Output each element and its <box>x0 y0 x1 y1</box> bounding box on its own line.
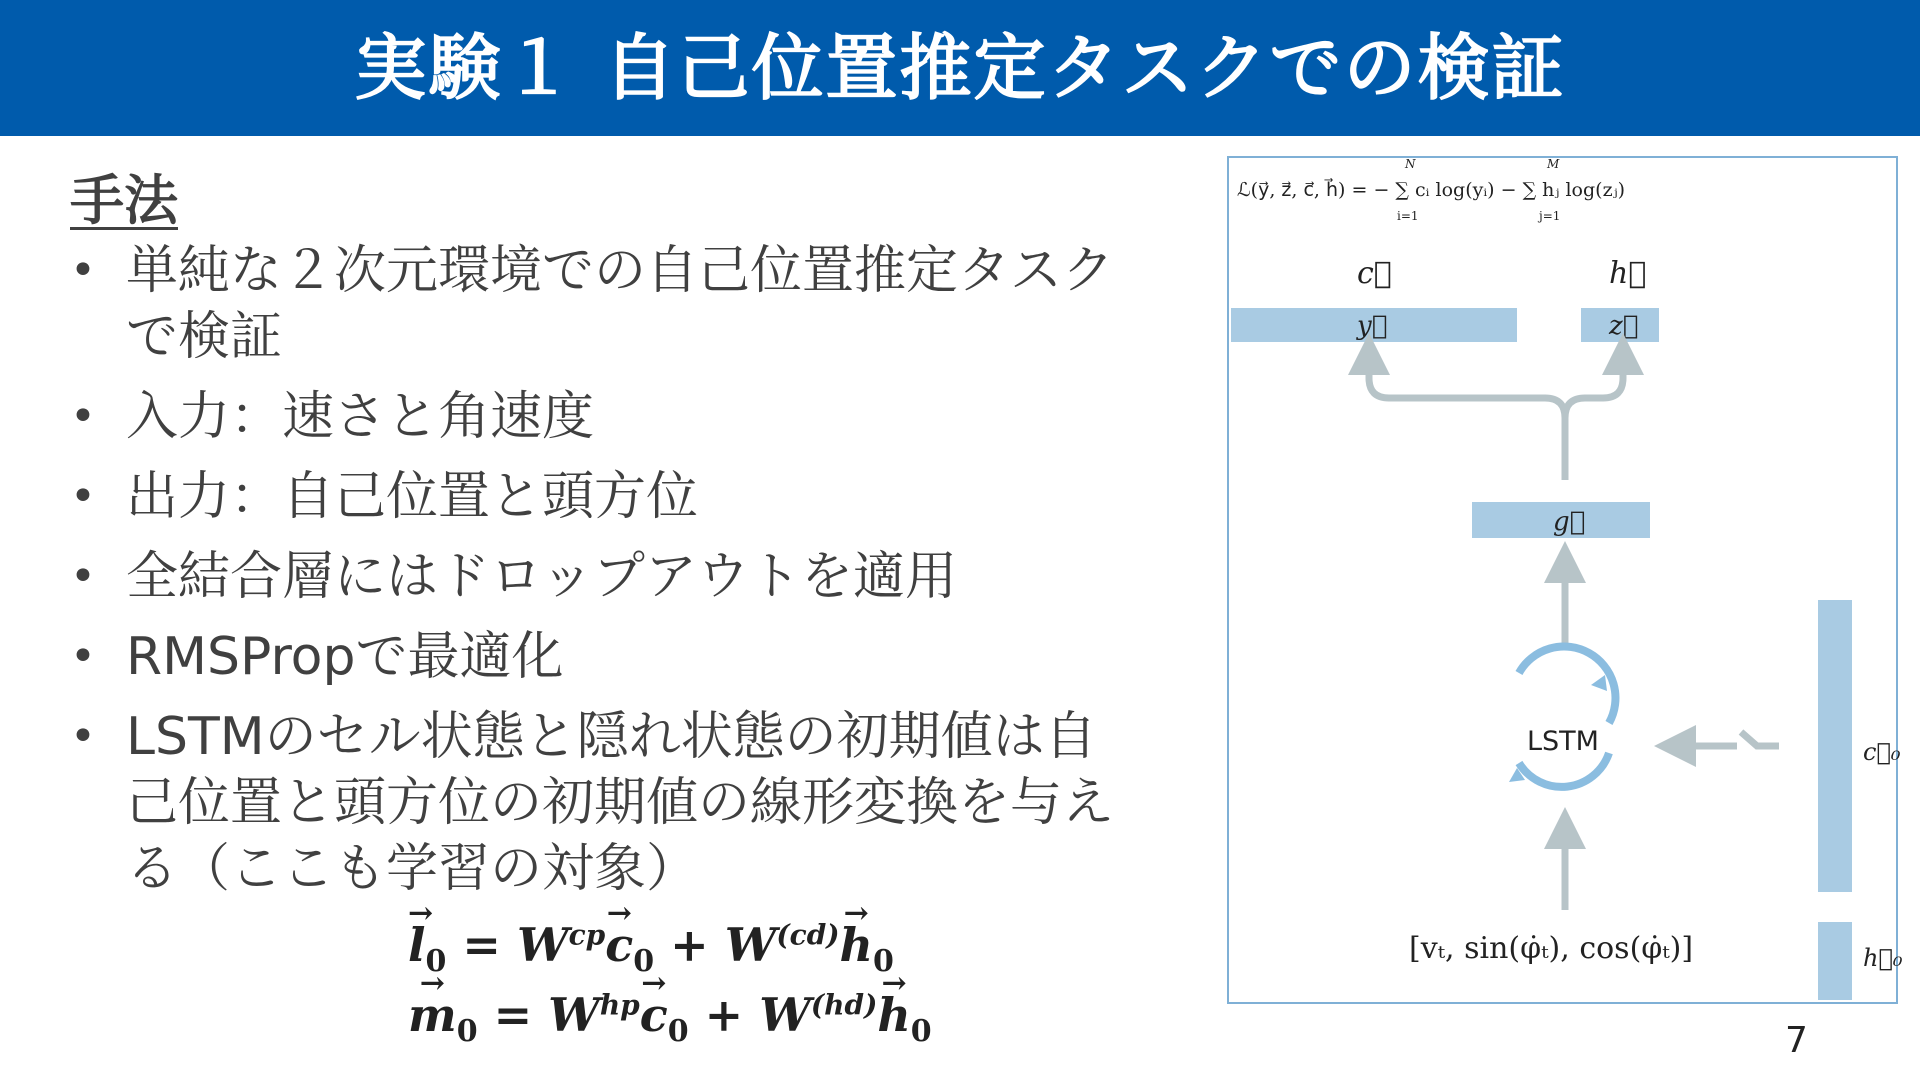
equation-m0: → $m_0 = W^{hp}\to c_0 + W^{(hd)}\to h_0$ <box>408 988 932 1049</box>
bullet-item: • 全結合層にはドロップアウトを適用 <box>70 544 1140 610</box>
network-diagram <box>1227 156 1903 1004</box>
bullet-list <box>70 238 1140 916</box>
sum1-lower: i=1 <box>1397 209 1419 223</box>
loss-formula: ℒ(y⃗, z⃗, c⃗, h⃗) = − ∑ cᵢ log(yᵢ) − ∑ hⱼ log(zⱼ) <box>1237 179 1626 201</box>
lstm-loop-bottom <box>1519 753 1609 787</box>
lstm-label: LSTM <box>1527 726 1599 757</box>
sum1-upper: N <box>1405 157 1416 171</box>
init-layer-h0 <box>1818 922 1852 1000</box>
arrow-g-to-y <box>1369 354 1565 480</box>
network-diagram-svg <box>1229 157 1903 1002</box>
target-c-label: c⃗ <box>1357 256 1392 291</box>
section-heading: 手法 <box>70 169 178 232</box>
bullet-item: • 出力：自己位置と頭方位 <box>70 464 1140 530</box>
input-vector-label: [vₜ, sin(φ̇ₜ), cos(φ̇ₜ)] <box>1409 931 1694 966</box>
bullet-item: • 単純な２次元環境での自己位置推定タスクで検証 <box>70 238 1140 370</box>
init-c0-label: c⃗₀ <box>1863 738 1901 766</box>
bullet-item: • RMSPropで最適化 <box>70 624 1140 690</box>
arrow-g-to-z <box>1565 354 1623 418</box>
equation-l0: → $l_0 = W^{cp}\to c_0 + W^{(cd)}\to h_0$ <box>408 918 894 979</box>
hidden-g-label: g⃗ <box>1553 507 1586 537</box>
bullet-item: • LSTMのセル状態と隠れ状態の初期値は自己位置と頭方位の初期値の線形変換を与える（ここも学習の対象） <box>70 704 1140 902</box>
init-h0-label: h⃗₀ <box>1863 944 1903 972</box>
slide-title: 実験１ 自己位置推定タスクでの検証 <box>354 26 1566 110</box>
sum2-lower: j=1 <box>1539 209 1561 223</box>
init-layer-c0 <box>1818 600 1852 892</box>
output-z-label: z⃗ <box>1609 311 1639 341</box>
page-number: 7 <box>1785 1020 1808 1061</box>
sum2-upper: M <box>1547 157 1560 171</box>
lstm-loop-arrowhead <box>1591 675 1607 691</box>
bullet-item: • 入力：速さと角速度 <box>70 384 1140 450</box>
eq-lhs: → m <box>408 988 457 1042</box>
output-y-label: y⃗ <box>1357 311 1388 341</box>
init-connector <box>1741 732 1779 746</box>
eq-lhs: → l <box>408 918 425 972</box>
target-h-label: h⃗ <box>1609 256 1647 291</box>
